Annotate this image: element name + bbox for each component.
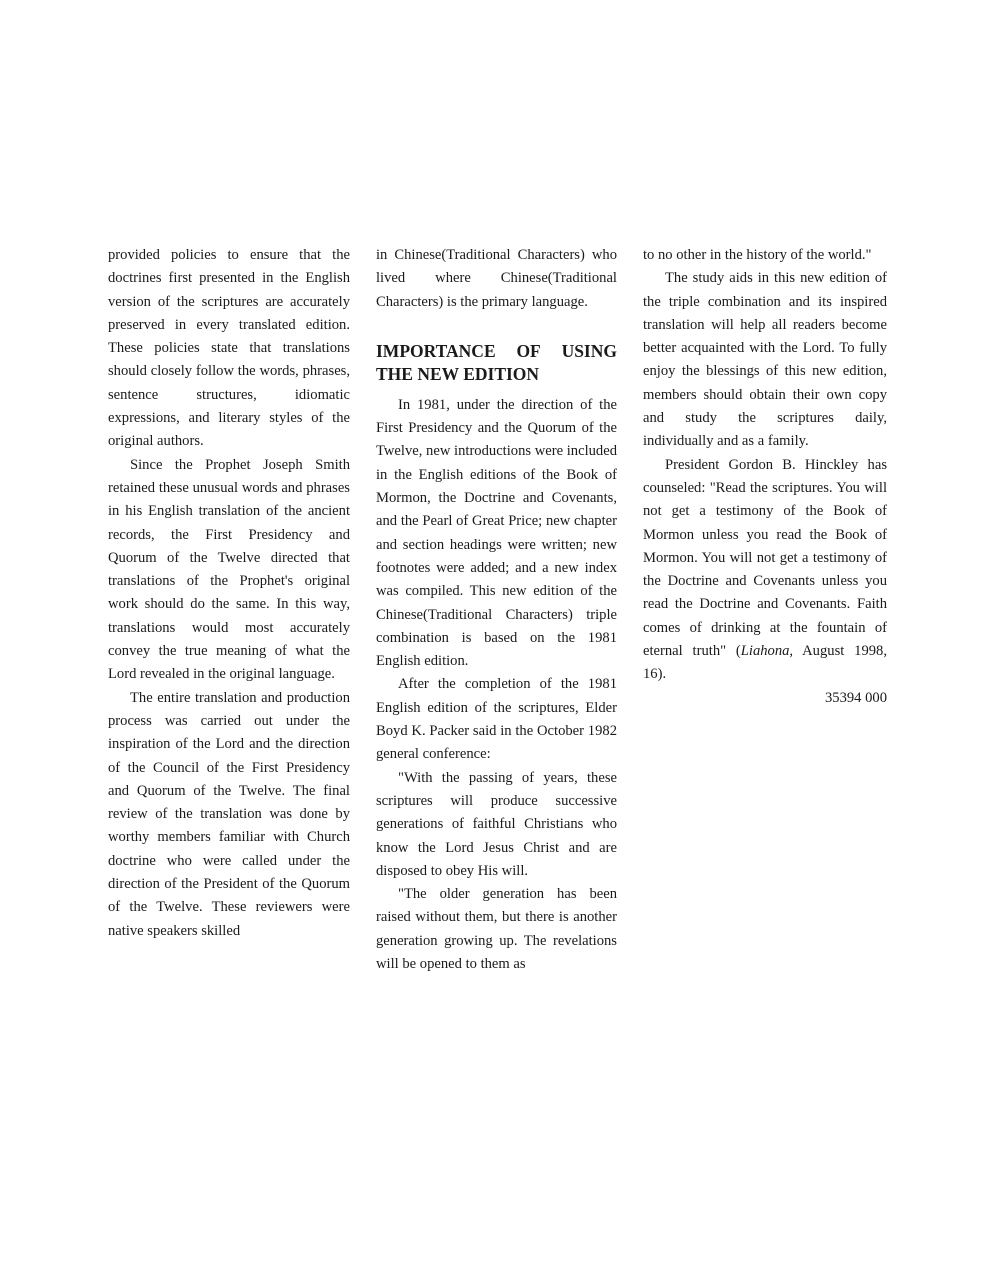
paragraph: in Chinese(Traditional Characters) who lived where Chinese(Traditional Characters) is the primary language. (376, 247, 617, 310)
citation-title: Liahona, (740, 643, 794, 660)
paragraph (643, 454, 887, 687)
paragraph: In 1981, under the direction of the First Presidency and the Quorum of the Twelve, new introductions were included in the English editions of the Book of Mormon, the Doctrine and Covenants, and the Pearl of Great Price; new chapter and section headings were written; new footnotes were added; and a new index was compiled. This new edition of the Chinese(Traditional Characters) triple combination is based on the 1981 English edition. (376, 396, 617, 670)
document-number: 35394 000 (824, 689, 887, 706)
paragraph: The study aids in this new edition of the triple combination and its inspired translation will help all readers become better acquainted with the Lord. To fully enjoy the blessings of this new edition, members should obtain their own copy and study the scriptures daily, individually and as a family. (643, 270, 887, 450)
paragraph: "The older generation has been raised without them, but there is another generation growing up. The revelations will be opened to them as (376, 886, 617, 973)
text-column-1 (108, 244, 350, 943)
heading-word: USING (561, 340, 617, 361)
text-column-2 (376, 244, 617, 976)
heading-word: IMPORTANCE (376, 340, 496, 361)
paragraph-text: President Gordon B. Hinckley has counseled: "Read the scriptures. You will not get a testimony of the Book of Mormon unless you read the Book of Mormon. You will not get a testimony of the Doctrine and Covenants unless you read the Doctrine and Covenants. Faith comes of drinking at the fountain of eternal truth" ( (643, 456, 887, 660)
paragraph: "With the passing of years, these scriptures will produce successive generations of faithful Christians who know the Lord Jesus Christ and are disposed to obey His will. (376, 769, 617, 879)
paragraph: Since the Prophet Joseph Smith retained these unusual words and phrases in his English translation of the ancient records, the First Presidency and Quorum of the Twelve directed that translations of the Prophet's original work should do the same. In this way, translations would most accurately convey the true meaning of what the Lord revealed in the original language. (108, 456, 350, 683)
paragraph: After the completion of the 1981 English edition of the scriptures, Elder Boyd K. Packer said in the October 1982 general conference: (376, 676, 617, 763)
paragraph: The entire translation and production process was carried out under the inspiration of the Lord and the direction of the Council of the First Presidency and Quorum of the Twelve. The final review of the translation was done by worthy members familiar with Church doctrine who were called under the direction of the President of the Quorum of the Twelve. These reviewers were native speakers skilled (108, 689, 350, 939)
heading-word: OF (516, 340, 541, 361)
paragraph-text: August 1998, 16). (643, 643, 887, 683)
paragraph: to no other in the history of the world." (643, 247, 872, 263)
text-column-3 (643, 244, 887, 710)
section-heading (376, 340, 617, 386)
paragraph: provided policies to ensure that the doctrines first presented in the English version of the scriptures are accurately preserved in every translated edition. These policies state that translations should closely follow the words, phrases, sentence structures, idiomatic expressions, and literary styles of the original authors. (108, 247, 350, 450)
heading-line-2: THE NEW EDITION (376, 363, 540, 384)
